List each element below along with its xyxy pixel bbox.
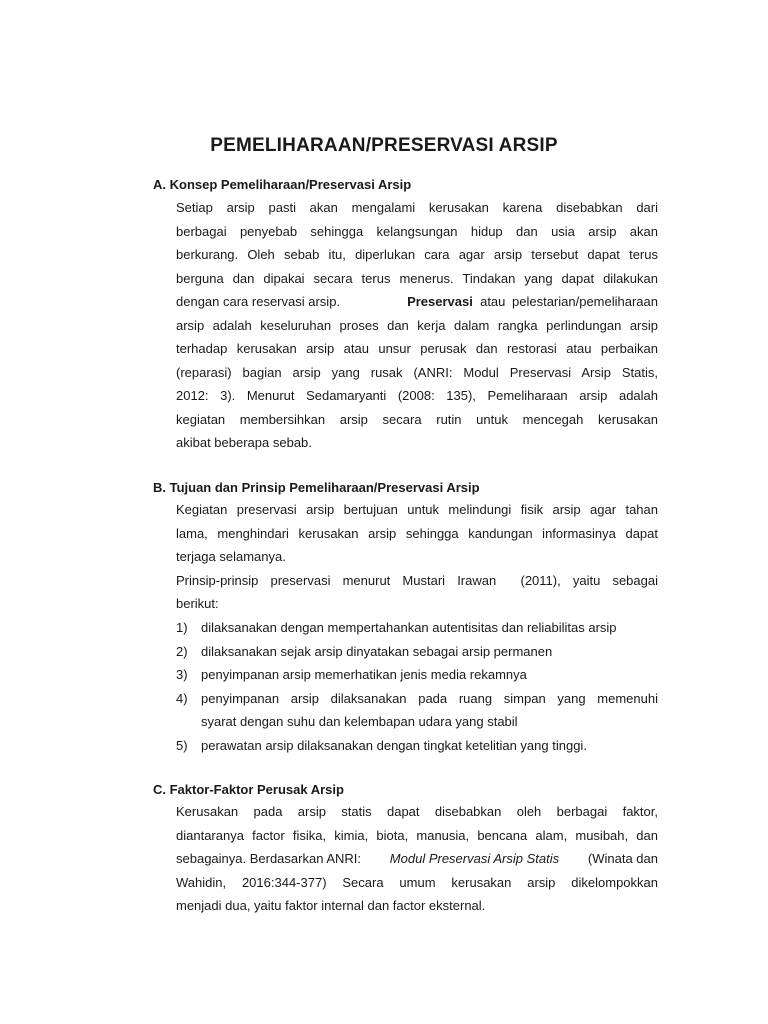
text-line: diantaranya factor fisika, kimia, biota, manusia, bencana alam, musibah, dan [176, 827, 658, 843]
list-number: 3) [176, 667, 188, 682]
list-number: 4) [176, 690, 188, 706]
text-fragment: dengan cara reservasi arsip. [176, 294, 341, 309]
text-fragment: (Winata dan [587, 851, 658, 866]
list-text: dilaksanakan sejak arsip dinyatakan sebagai arsip permanen [201, 643, 553, 659]
list-text: dilaksanakan dengan mempertahankan autentisitas dan reliabilitas arsip [201, 620, 617, 635]
page-title: PEMELIHARAAN/PRESERVASI ARSIP [210, 135, 558, 156]
list-number: 5) [176, 737, 188, 753]
text-line: Wahidin, 2016:344-377) Secara umum kerusakan arsip dikelompokkan [176, 874, 658, 890]
text-line: berguna dan dipakai secara terus menerus. Tindakan yang dapat dilakukan [176, 270, 658, 286]
list-item [176, 663, 658, 687]
list-number: 1) [176, 620, 188, 635]
list-item [176, 616, 658, 640]
text-line: Setiap arsip pasti akan mengalami kerusakan karena disebabkan dari [176, 200, 658, 215]
text-line [176, 847, 658, 871]
text-line: terhadap kerusakan arsip atau unsur perusak dan restorasi atau perbaikan [176, 341, 658, 356]
text-line: menjadi dua, yaitu faktor internal dan factor eksternal. [176, 898, 486, 913]
list-item [176, 734, 658, 758]
text-line: berikut: [176, 596, 219, 611]
section-c-paragraph [176, 800, 658, 918]
list-text-continued: syarat dengan suhu dan kelembapan udara yang stabil [201, 714, 518, 729]
list-number: 2) [176, 643, 188, 659]
text-line: berbagai penyebab sehingga kelangsungan hidup dan usia arsip akan [176, 223, 658, 239]
list-text: perawatan arsip dilaksanakan dengan tingkat ketelitian yang tinggi. [201, 737, 587, 753]
section-heading-c: C. Faktor-Faktor Perusak Arsip [153, 782, 344, 797]
text-fragment [407, 290, 658, 314]
text-line: arsip adalah keseluruhan proses dan kerja dalam rangka perlindungan arsip [176, 317, 658, 333]
text-line: Kegiatan preservasi arsip bertujuan untuk melindungi fisik arsip agar tahan [176, 502, 658, 517]
text-line: akibat beberapa sebab. [176, 435, 312, 450]
section-a-paragraph [176, 196, 658, 455]
list-item [176, 640, 658, 664]
section-heading-b: B. Tujuan dan Prinsip Pemeliharaan/Preservasi Arsip [153, 480, 480, 495]
bold-term: Preservasi [407, 294, 473, 309]
principles-list [176, 616, 658, 757]
section-heading-a: A. Konsep Pemeliharaan/Preservasi Arsip [153, 177, 412, 192]
italic-title: Modul Preservasi Arsip Statis [389, 851, 560, 866]
list-text: penyimpanan arsip dilaksanakan pada ruang simpan yang memenuhi [201, 690, 658, 706]
text-line: 2012: 3). Menurut Sedamaryanti (2008: 135), Pemeliharaan arsip adalah [176, 388, 658, 403]
text-line: terjaga selamanya. [176, 549, 286, 564]
list-text: penyimpanan arsip memerhatikan jenis media rekamnya [201, 667, 527, 682]
text-line: lama, menghindari kerusakan arsip sehingga kandungan informasinya dapat [176, 525, 658, 541]
text-line: Prinsip-prinsip preservasi menurut Mustari Irawan (2011), yaitu sebagai [176, 572, 658, 588]
text-line: Kerusakan pada arsip statis dapat disebabkan oleh berbagai faktor, [176, 804, 658, 819]
section-b-paragraph [176, 498, 658, 616]
text-line: kegiatan membersihkan arsip secara rutin untuk mencegah kerusakan [176, 411, 658, 427]
text-fragment: sebagainya. Berdasarkan ANRI: [176, 851, 361, 866]
text-line: (reparasi) bagian arsip yang rusak (ANRI: Modul Preservasi Arsip Statis, [176, 364, 658, 380]
text-fragment: atau pelestarian/pemeliharaan [480, 294, 658, 309]
text-line [176, 290, 658, 314]
text-line: berkurang. Oleh sebab itu, diperlukan cara agar arsip tersebut dapat terus [176, 247, 658, 262]
list-item [176, 687, 658, 734]
